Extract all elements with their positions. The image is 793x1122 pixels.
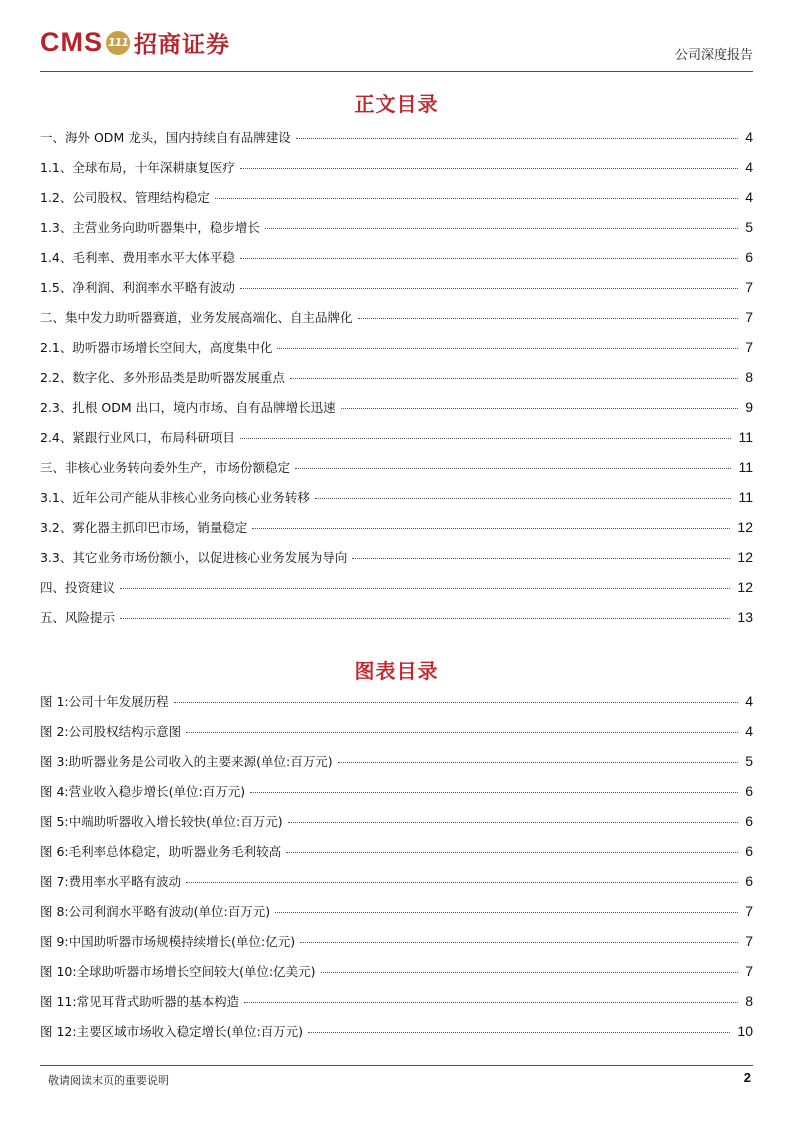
toc-entry-label: 3.3、其它业务市场份额小，以促进核心业务发展为导向 <box>40 550 348 565</box>
toc-entry[interactable] <box>40 1022 753 1052</box>
toc-entry-page: 4 <box>745 129 753 145</box>
toc-entry-page: 12 <box>737 579 753 595</box>
toc-entry-label: 图 7:费用率水平略有波动 <box>40 874 182 889</box>
toc-entry-page: 6 <box>745 873 753 889</box>
toc-entry-label: 二、集中发力助听器赛道，业务发展高端化、自主品牌化 <box>40 310 353 325</box>
toc-entry-label: 2.2、数字化、多外形品类是助听器发展重点 <box>40 370 285 385</box>
toc-leader-dots <box>296 138 738 139</box>
toc-entry-page: 7 <box>745 279 753 295</box>
toc-leader-dots <box>120 618 730 619</box>
toc-entry[interactable] <box>40 932 753 962</box>
toc-entry-label: 四、投资建议 <box>40 580 116 595</box>
toc-leader-dots <box>240 438 732 439</box>
toc-entry[interactable] <box>40 548 753 578</box>
toc-entry[interactable] <box>40 992 753 1022</box>
toc-entry-label: 图 6:毛利率总体稳定，助听器业务毛利较高 <box>40 844 282 859</box>
toc-entry[interactable] <box>40 782 753 812</box>
toc-entry[interactable] <box>40 248 753 278</box>
toc-entry[interactable] <box>40 812 753 842</box>
toc-entry-label: 3.2、雾化器主抓印巴市场，销量稳定 <box>40 520 248 535</box>
toc-entry[interactable] <box>40 518 753 548</box>
toc-entry-page: 6 <box>745 249 753 265</box>
toc-entry-label: 图 4:营业收入稳步增长(单位:百万元) <box>40 784 246 799</box>
toc-leader-dots <box>186 882 738 883</box>
toc-entry[interactable] <box>40 902 753 932</box>
toc-leader-dots <box>358 318 738 319</box>
toc-entry-page: 12 <box>737 549 753 565</box>
toc-entry-page: 12 <box>737 519 753 535</box>
report-type: 公司深度报告 <box>674 48 753 63</box>
toc-figures-list <box>40 692 753 1052</box>
toc-entry-label: 图 5:中端助听器收入增长较快(单位:百万元) <box>40 814 283 829</box>
page-number: 2 <box>743 1070 751 1085</box>
toc-entry-page: 11 <box>738 489 753 505</box>
toc-entry-page: 13 <box>737 609 753 625</box>
toc-leader-dots <box>341 408 738 409</box>
toc-leader-dots <box>240 288 738 289</box>
toc-leader-dots <box>250 792 738 793</box>
toc-entry[interactable] <box>40 578 753 608</box>
logo-emblem-icon <box>106 31 130 55</box>
toc-leader-dots <box>244 1002 738 1003</box>
logo-emblem-text: 111 <box>108 36 128 49</box>
toc-leader-dots <box>300 942 738 943</box>
toc-entry-label: 图 12:主要区域市场收入稳定增长(单位:百万元) <box>40 1024 304 1039</box>
toc-entry[interactable] <box>40 218 753 248</box>
cms-logo <box>40 26 230 59</box>
toc-entry-label: 1.3、主营业务向助听器集中，稳步增长 <box>40 220 260 235</box>
toc-entry[interactable] <box>40 458 753 488</box>
toc-entry[interactable] <box>40 128 753 158</box>
toc-leader-dots <box>308 1032 730 1033</box>
toc-entry[interactable] <box>40 398 753 428</box>
toc-entry[interactable] <box>40 962 753 992</box>
toc-entry-page: 7 <box>745 309 753 325</box>
toc-entry-label: 2.1、助听器市场增长空间大，高度集中化 <box>40 340 273 355</box>
toc-entry-page: 8 <box>745 993 753 1009</box>
toc-leader-dots <box>240 168 738 169</box>
toc-leader-dots <box>277 348 738 349</box>
page-header <box>40 26 753 66</box>
toc-leader-dots <box>120 588 730 589</box>
toc-entry-label: 图 11:常见耳背式助听器的基本构造 <box>40 994 240 1009</box>
toc-entry-label: 1.2、公司股权、管理结构稳定 <box>40 190 210 205</box>
toc-leader-dots <box>186 732 738 733</box>
toc-entry[interactable] <box>40 368 753 398</box>
toc-entry-page: 7 <box>745 339 753 355</box>
toc-leader-dots <box>352 558 730 559</box>
toc-entry-page: 5 <box>745 219 753 235</box>
toc-main-title: 正文目录 <box>354 92 439 116</box>
toc-entry-page: 9 <box>745 399 753 415</box>
toc-leader-dots <box>338 762 738 763</box>
toc-entry-page: 7 <box>745 933 753 949</box>
toc-main-list <box>40 128 753 638</box>
toc-entry-label: 2.3、扎根 ODM 出口，境内市场、自有品牌增长迅速 <box>40 400 336 415</box>
toc-entry-page: 6 <box>745 813 753 829</box>
toc-entry-page: 5 <box>745 753 753 769</box>
toc-entry-label: 1.4、毛利率、费用率水平大体平稳 <box>40 250 235 265</box>
toc-entry-label: 图 9:中国助听器市场规模持续增长(单位:亿元) <box>40 934 296 949</box>
footer-divider <box>40 1065 753 1066</box>
toc-entry-label: 图 3:助听器业务是公司收入的主要来源(单位:百万元) <box>40 754 333 769</box>
toc-entry-label: 图 8:公司利润水平略有波动(单位:百万元) <box>40 904 271 919</box>
toc-entry-label: 五、风险提示 <box>40 610 116 625</box>
toc-leader-dots <box>275 912 738 913</box>
toc-entry[interactable] <box>40 158 753 188</box>
toc-leader-dots <box>321 972 738 973</box>
toc-entry[interactable] <box>40 608 753 638</box>
toc-entry-label: 2.4、紧跟行业风口，布局科研项目 <box>40 430 235 445</box>
toc-entry-label: 图 10:全球助听器市场增长空间较大(单位:亿美元) <box>40 964 316 979</box>
toc-leader-dots <box>315 498 732 499</box>
toc-leader-dots <box>240 258 738 259</box>
toc-entry-page: 8 <box>745 369 753 385</box>
toc-entry[interactable] <box>40 842 753 872</box>
toc-entry[interactable] <box>40 188 753 218</box>
toc-entry-page: 6 <box>745 783 753 799</box>
toc-entry[interactable] <box>40 338 753 368</box>
toc-entry-label: 1.5、净利润、利润率水平略有波动 <box>40 280 235 295</box>
toc-leader-dots <box>286 852 738 853</box>
toc-entry-page: 7 <box>745 963 753 979</box>
toc-leader-dots <box>265 228 738 229</box>
toc-entry-label: 三、非核心业务转向委外生产，市场份额稳定 <box>40 460 291 475</box>
toc-entry[interactable] <box>40 692 753 722</box>
toc-entry-page: 7 <box>745 903 753 919</box>
toc-leader-dots <box>252 528 730 529</box>
toc-entry[interactable] <box>40 488 753 518</box>
toc-entry-label: 1.1、全球布局，十年深耕康复医疗 <box>40 160 235 175</box>
footer-note: 敬请阅读末页的重要说明 <box>48 1074 169 1087</box>
toc-entry-page: 6 <box>745 843 753 859</box>
toc-entry-label: 图 1:公司十年发展历程 <box>40 694 169 709</box>
toc-entry[interactable] <box>40 278 753 308</box>
toc-entry-page: 4 <box>745 693 753 709</box>
toc-leader-dots <box>295 468 731 469</box>
toc-entry-page: 10 <box>737 1023 753 1039</box>
header-divider <box>40 71 753 72</box>
toc-leader-dots <box>288 822 738 823</box>
toc-entry-page: 11 <box>738 459 753 475</box>
toc-entry-label: 一、海外 ODM 龙头，国内持续自有品牌建设 <box>40 130 291 145</box>
toc-entry[interactable] <box>40 722 753 752</box>
toc-entry[interactable] <box>40 872 753 902</box>
toc-entry-page: 11 <box>738 429 753 445</box>
toc-leader-dots <box>290 378 738 379</box>
toc-entry[interactable] <box>40 428 753 458</box>
toc-entry-page: 4 <box>745 723 753 739</box>
toc-entry-page: 4 <box>745 159 753 175</box>
logo-cms-text: CMS <box>40 27 103 57</box>
toc-leader-dots <box>215 198 738 199</box>
toc-figures-title: 图表目录 <box>354 659 439 683</box>
toc-leader-dots <box>174 702 738 703</box>
toc-entry[interactable] <box>40 752 753 782</box>
toc-entry-page: 4 <box>745 189 753 205</box>
toc-entry-label: 图 2:公司股权结构示意图 <box>40 724 182 739</box>
toc-entry-label: 3.1、近年公司产能从非核心业务向核心业务转移 <box>40 490 310 505</box>
toc-entry[interactable] <box>40 308 753 338</box>
logo-cn-text: 招商证券 <box>134 31 230 58</box>
